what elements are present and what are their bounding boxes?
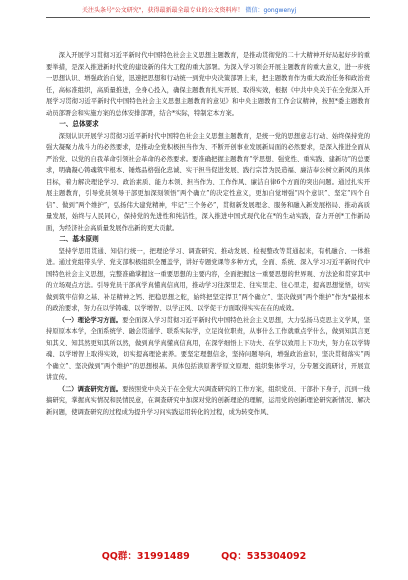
promo-banner [82,6,326,16]
research-title: （二）调查研究方面。 [58,385,123,393]
general-requirements-paragraph: 深刻认识开展学习贯彻习近平新时代中国特色社会主义思想主题教育，是统一党的思想意志行动、始终保持党的强大凝聚力战斗力的必然要求，是推动全党积极担当作为、不断开创事业发展新局面的必然要求，是深入推进全面从严治党、以党的自我革命引领社会革命的必然要求。要准确把握主题教育“学思想、强党性、重实践、建新功”的总要求，明确凝心铸魂筑牢根本、锤炼品格强化忠诚、实干担当促进发展、践行宗旨为民造福、廉洁奉公树立新风的具体目标，着力解决理论学习、政治素质、能力本领、担当作为、工作作风、廉洁自律6个方面的突出问题。通过扎实开展主题教育，引导党员领导干部更加深刻领悟“两个确立”的决定性意义，更加自觉增强“四个意识”、坚定“四个自信”、做到“两个维护”，弘扬伟大建党精神，牢记“三个务必”，贯彻新发展理念、服务和融入新发展格局、推动高质量发展，始终与人民同心，保持党的先进性和纯洁性，深入推进中国式现代化在*的生动实践，奋力开创*工作新局面，为经济社会高质量发展作出新的更大贡献。 [46,132,370,232]
promo-banner-text: 关注头条号"公文研究"，获得最新最全最专业的公文资料库！ [82,7,244,14]
qq-group: QQ群：31991489 [101,551,190,562]
research-paragraph [46,384,370,419]
section-heading-basic-principles: 二、基本原则 [59,235,99,243]
basic-principles-paragraph: 坚持学思用贯通、知信行统一，把理论学习、调查研究、推动发展、检视整改等贯通起来，有机融合、一体推进。通过党组带头学、党支部积极组织全覆盖学，讲好专题党课等多种方式，全面、系统、深入学习习近平新时代中国特色社会主义思想，完整准确掌握这一重要思想的主要内容，全面把握这一重要思想的世界观、方法论和贯穿其中的立场观点方法。引导党员干部真学真懂真信真用，推动学习往深里走、往实里走、往心里走，提高思想觉悟，切实做到筑牢信仰之基、补足精神之钙、把稳思想之舵，始终把坚定捍卫“两个确立”、坚决做到“两个维护”作为*最根本的政治要求，努力在以学铸魂、以学增智、以学正风、以学促干方面取得实实在在的成效。 [46,247,370,312]
theory-study-text: 要全面深入学习贯彻习近平新时代中国特色社会主义思想，大力弘扬马克思主义学风，坚持原原本本学，全面系统学、融会贯通学、联系实际学，立足岗位职责，从事什么工作就重点学什么，做到知其言更知其义、知其然更知其所以然，做到真学真懂真信真用，在深学细悟上下功夫、在学以致用上下功夫，努力在以学铸魂、以学增智上取得实效，切实提高理论素养。要坚定理想信念，坚持问题导向，增强政治意识，坚决贯彻落实“两个确立”、坚决做到“两个维护”的思想根基。具体包括读原著学原文原理、组织集体学习，分专题交流研讨，开展宣讲宣传。 [46,316,371,381]
theory-study-paragraph [46,315,370,384]
wechat-id: 微信：gongwenyj [245,7,297,14]
section-heading-general-requirements: 一、总体要求 [59,120,99,128]
contact-footer [0,548,408,562]
qq-contact: QQ：535304092 [221,551,307,562]
intro-paragraph: 深入开展学习贯彻习近平新时代中国特色社会主义思想主题教育，是推动贯彻党的二十大精神开好局起好步的重要举措，是深入推进新时代党的建设新的伟大工程的重大部署。为深入学习领会开展主题教育的重大意义，进一步统一思想认识、增强政治自觉，迅速把思想和行动统一到党中央决策部署上来，把主题教育作为重大政治任务和政治责任，高标准组织，高质量推进，全身心投入，确保主题教育扎实开展、取得实效，根据《中共中央关于在全党深入开展学习贯彻习近平新时代中国特色社会主义思想主题教育的意见》和中央主题教育工作会议精神，按照*委主题教育动员部署会和实施方案的总体安排部署，结合*实际，特制定本方案。 [46,52,370,117]
research-text: 要按照党中央关于在全党大兴调查研究的工作方案，组织党员、干部扑下身子，沉到一线搞研究，掌握真实情况和民情民意，在调查研究中加深对党的创新理论的理解，运用党的创新理论研究新情况、解决新问题，使调查研究的过程成为提升学习问实践运用转化的过程，成为转变作风、 [46,385,371,416]
header-divider [46,17,370,18]
theory-study-title: （一）理论学习方面。 [58,316,123,324]
document-body [46,50,370,418]
